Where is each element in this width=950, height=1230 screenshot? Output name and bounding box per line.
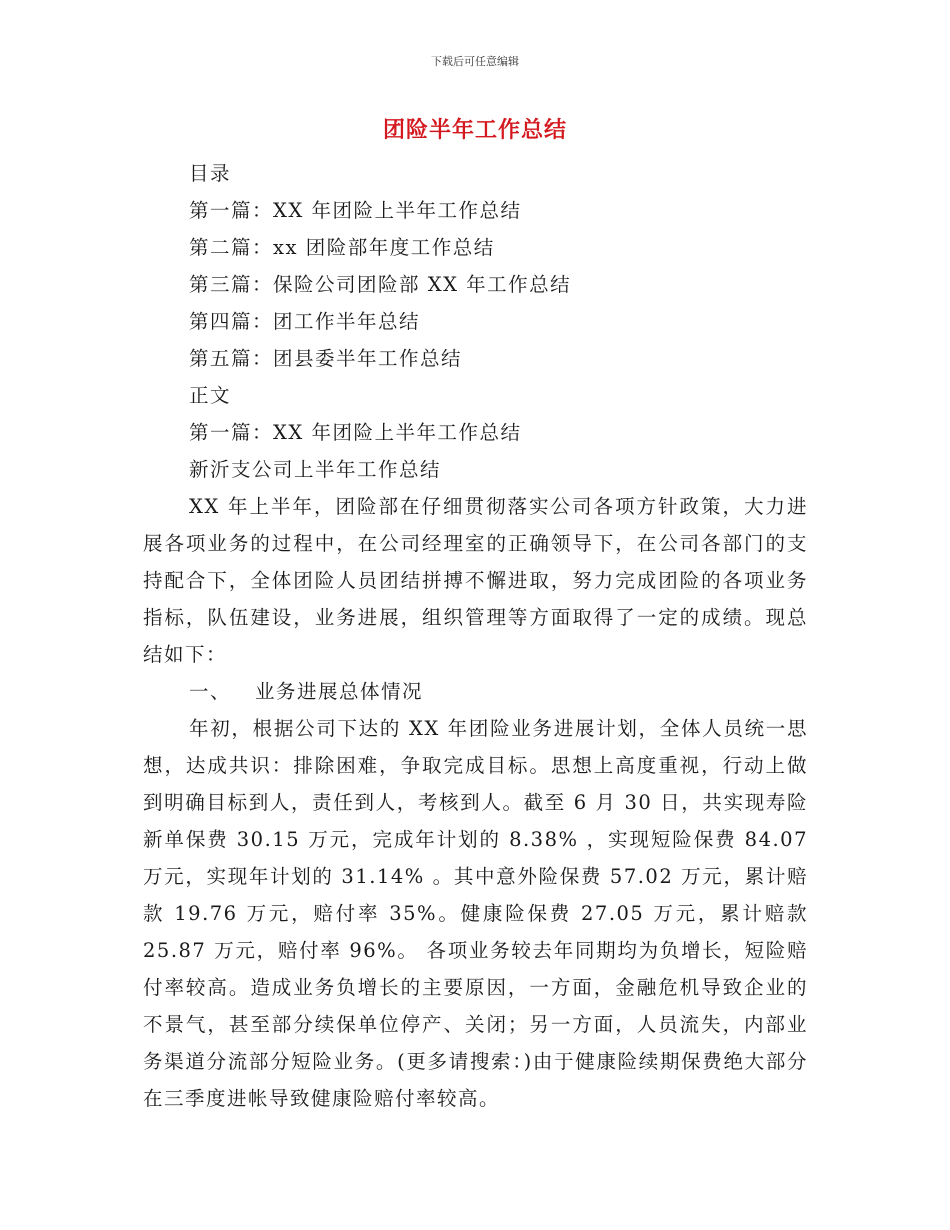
subtitle: 新沂支公司上半年工作总结 [189,458,442,481]
section-heading [143,673,808,710]
section-number: 一、 [189,680,232,703]
toc-heading: 目录 [189,162,232,185]
toc-item-5: 第五篇：团县委半年工作总结 [189,347,463,370]
toc-item-2: 第二篇：xx 团险部年度工作总结 [189,236,495,259]
header-note: 下载后可任意编辑 [431,55,519,68]
toc-item-3: 第三篇：保险公司团险部 XX 年工作总结 [189,273,572,296]
document-title: 团险半年工作总结 [382,118,567,143]
chapter-title: 第一篇：XX 年团险上半年工作总结 [189,421,522,444]
body-heading: 正文 [189,384,232,407]
toc-item-1: 第一篇：XX 年团险上半年工作总结 [189,199,522,222]
toc-item-4: 第四篇：团工作半年总结 [189,310,421,333]
section-title: 业务进展总体情况 [255,680,424,703]
document-body [143,155,808,1117]
paragraph-intro: XX 年上半年，团险部在仔细贯彻落实公司各项方针政策，大力进展各项业务的过程中，在公司经理室的正确领导下，在公司各部门的支持配合下，全体团险人员团结拼搏不懈进取，努力完成团险的各项业务指标，队伍建设，业务进展，组织管理等方面取得了一定的成绩。现总结如下： [143,495,808,666]
paragraph-business: 年初，根据公司下达的 XX 年团险业务进展计划，全体人员统一思想，达成共识：排除困难，争取完成目标。思想上高度重视，行动上做到明确目标到人，责任到人，考核到人。截至 6 月 30 日，共实现寿险新单保费 30.15 万元，完成年计划的 8.38% ，实现短险保费 84.07 万元，实现年计划的 31.14% 。其中意外险保费 57.02 万元，累计赔款 19.76 万元，赔付率 35%。健康险保费 27.05 万元，累计赔款 25.87 万元，赔付率 96%。 各项业务较去年同期均为负增长，短险赔付率较高。造成业务负增长的主要原因，一方面，金融危机导致企业的不景气，甚至部分续保单位停产、关闭；另一方面，人员流失，内部业务渠道分流部分短险业务。(更多请搜索：)由于健康险续期保费绝大部分在三季度进帐导致健康险赔付率较高。 [143,717,808,1110]
